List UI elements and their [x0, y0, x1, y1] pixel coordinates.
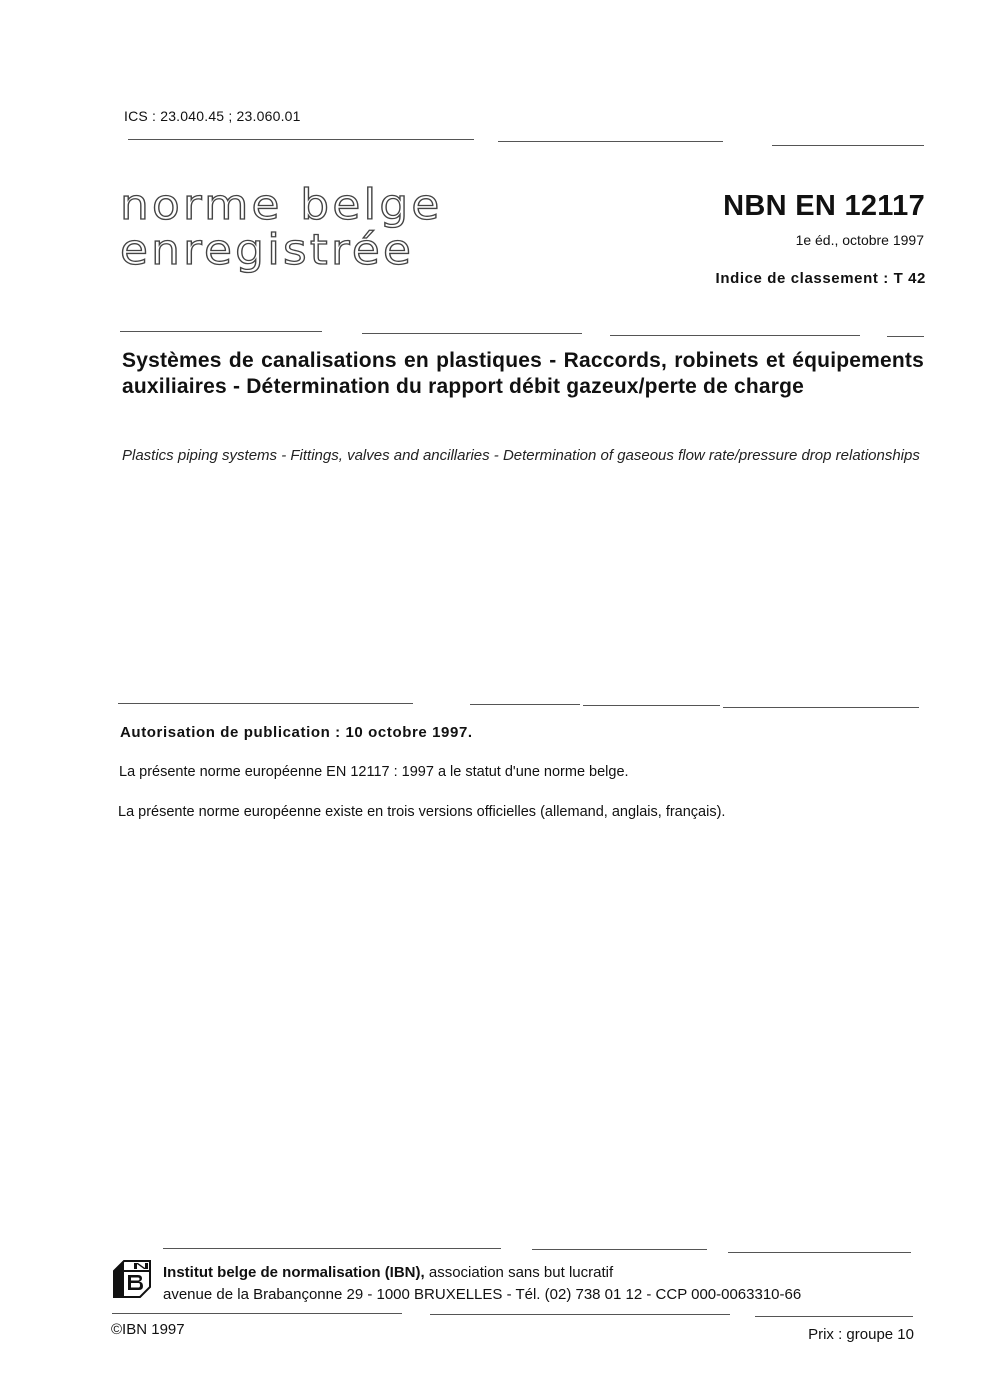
- divider: [112, 1313, 402, 1314]
- institute-address: avenue de la Brabançonne 29 - 1000 BRUXELLES - Tél. (02) 738 01 12 - CCP 000-0063310-66: [163, 1286, 802, 1303]
- status-statement: La présente norme européenne EN 12117 : 1997 a le statut d'une norme belge.: [119, 764, 629, 780]
- divider: [728, 1252, 911, 1253]
- enregistree-heading: enregistrée: [120, 225, 415, 274]
- divider: [723, 707, 919, 708]
- institute-line: [163, 1264, 613, 1281]
- standard-number: NBN EN 12117: [723, 190, 925, 222]
- norme-belge-heading: norme belge: [120, 180, 443, 229]
- divider: [610, 335, 860, 336]
- divider: [772, 145, 924, 146]
- classification-index: Indice de classement : T 42: [715, 270, 926, 287]
- institute-name: Institut belge de normalisation (IBN),: [163, 1264, 425, 1281]
- title-english: Plastics piping systems - Fittings, valves and ancillaries - Determination of gaseous flow rate/pressure drop relationships: [122, 447, 920, 464]
- divider: [120, 331, 322, 332]
- divider: [118, 703, 413, 704]
- institute-description: association sans but lucratif: [424, 1264, 614, 1281]
- divider: [163, 1248, 501, 1249]
- divider: [498, 141, 723, 142]
- divider: [532, 1249, 707, 1250]
- price-group: Prix : groupe 10: [808, 1326, 914, 1343]
- ibn-logo-icon: [112, 1259, 152, 1299]
- divider: [128, 139, 474, 140]
- divider: [755, 1316, 913, 1317]
- versions-statement: La présente norme européenne existe en trois versions officielles (allemand, anglais, français).: [118, 804, 726, 820]
- edition-date: 1e éd., octobre 1997: [795, 232, 924, 248]
- divider: [470, 704, 580, 705]
- copyright-notice: ©IBN 1997: [111, 1321, 185, 1338]
- divider: [583, 705, 720, 706]
- title-french: Systèmes de canalisations en plastiques - Raccords, robinets et équipements auxiliaires - Détermination du rapport débit gazeux/perte de charge: [122, 349, 924, 398]
- divider: [362, 333, 582, 334]
- divider: [887, 336, 924, 337]
- ics-code: ICS : 23.040.45 ; 23.060.01: [124, 108, 301, 124]
- divider: [430, 1314, 730, 1315]
- publication-authorization: Autorisation de publication : 10 octobre 1997.: [120, 724, 473, 741]
